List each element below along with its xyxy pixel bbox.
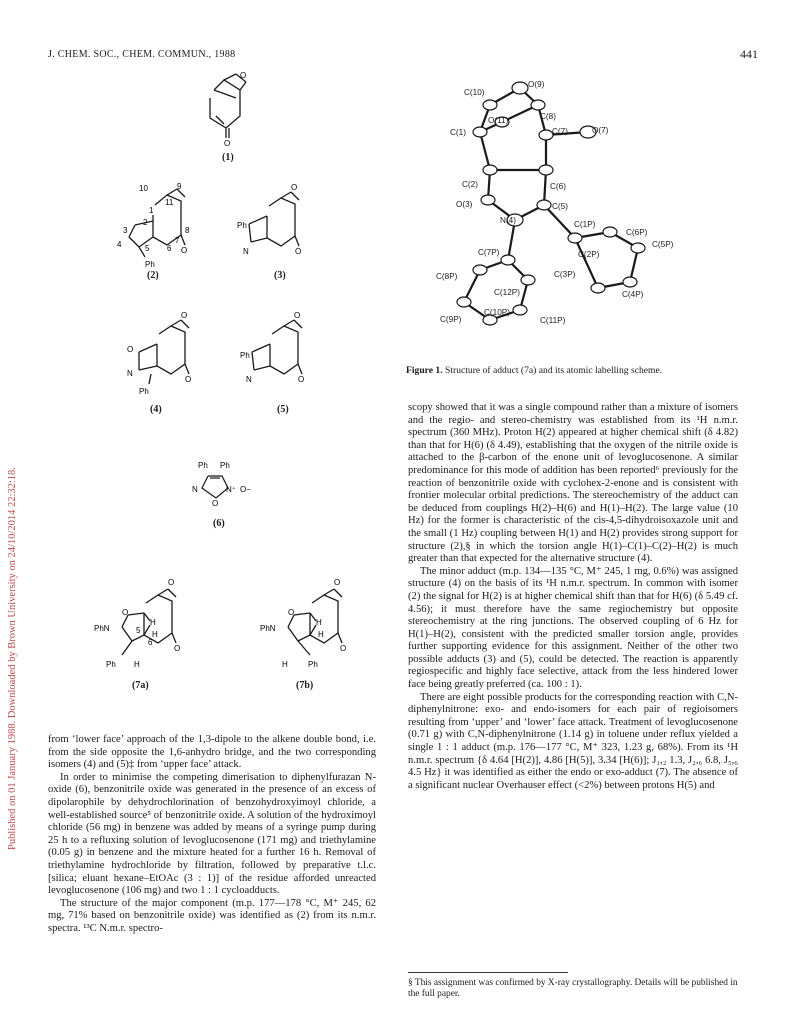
atom-o: O: [185, 375, 192, 384]
atom-label-c6p: C(6P): [626, 228, 648, 237]
right-column-text: [408, 402, 738, 792]
paragraph: The minor adduct (m.p. 134—135 °C, M⁺ 245, 1 mg, 0.6%) was assigned structure (4) on the basis of its ¹H n.m.r. spectrum. In common with isomer (2) the signal for H(2) is at higher chemical shift than that for H(6) (δ 5.49 cf. 4.56); it must therefore have the same regiochemistry but opposite stereochemistry at the ring junctions. The observed coupling of 6 Hz for H(1)–H(2), consistent with the predicted smaller torsion angle, provides further supporting evidence for this assignment. Neither of the other two possible adducts (3) and (5), could be detected. The reaction is apparently regiospecific and highly face selective, attack from the less hindered lower face being greatly preferred (ca. 100 : 1).: [408, 565, 738, 691]
atom-n-plus: N⁺: [226, 485, 236, 494]
crystal-structure-figure: [420, 60, 720, 365]
atom-h: H: [152, 630, 158, 639]
atom-n: N: [246, 375, 252, 384]
crystal-structure-drawing: [420, 60, 720, 360]
compound-label-2: (2): [147, 270, 159, 281]
atom-phn: PhN: [94, 624, 110, 633]
structure-3-drawing: [235, 183, 315, 270]
figure-caption: [406, 365, 662, 376]
atom-label-c7p: C(7P): [478, 248, 500, 257]
atom-number-4: 4: [117, 240, 122, 249]
atom-label-c1: C(1): [450, 128, 466, 137]
structure-5: [238, 311, 318, 403]
atom-ph: Ph: [198, 461, 208, 470]
structure-4: [115, 311, 205, 403]
atom-number-11: 11: [165, 198, 174, 207]
structure-1: [196, 68, 266, 153]
atom-label-c3p: C(3P): [554, 270, 576, 279]
structure-7b: [258, 578, 368, 680]
atom-o: O: [294, 311, 301, 320]
atom-label-c10p: C(10P): [484, 308, 510, 317]
journal-header: J. CHEM. SOC., CHEM. COMMUN., 1988: [48, 49, 236, 60]
atom-number-6: 6: [167, 244, 172, 253]
atom-h: H: [318, 630, 324, 639]
atom-number-8: 8: [185, 226, 190, 235]
paragraph: scopy showed that it was a single compound rather than a mixture of isomers and the regio- and stereo-chemistry was established from its ¹H n.m.r. spectrum (360 MHz). Proton H(2) appeared at higher chemical shift (δ 4.82) than that for H(6) (δ 4.49), establishing that the oxygen of the nitrile oxide is attached to the β-carbon of the enone unit of levoglucosenone. A similar predominance for this mode of addition has been reported⁶ previously for the reaction of benzonitrile oxide with cyclohex-2-enone and is consistent with frontier molecular orbital predictions. The stereochemistry of the adduct can be deduced from couplings H(2)–H(6) and H(1)–H(2). The large value (10 Hz) for the former is characteristic of the cis-4,5-dihydroisoxazole unit and the small (1 Hz) coupling between H(1) and H(2) provides strong support for structure (2),§ in which the torsion angle H(1)–C(1)–C(2)–H(2) is much greater than that expected for the alternative structure (4).: [408, 402, 738, 565]
figure-caption-label: Figure 1.: [406, 365, 443, 376]
atom-number-3: 3: [123, 226, 128, 235]
paragraph: In order to minimise the competing dimerisation to diphenylfurazan N-oxide (6), benzonitrile oxide was generated in the presence of an excess of dipolarophile by dehydrochlorination of benzohydroxyimoyl chloride, a well-established source⁵ of benzonitrile oxide. A solution of the hydroximoyl chloride (56 mg) in benzene was added by means of a syringe pump during 25 h to a refluxing solution of levoglucosenone (171 mg) and triethylamine (0.05 g) in benzene and the mixture heated for a further 16 h. Removal of triethylamine hydrochloride by filtration, followed by preparative t.l.c. [silica; eluant hexane–EtOAc (3 : 1)] of the residue afforded unreacted levoglucosenone (106 mg) and two 1 : 1 cycloadducts.: [48, 771, 376, 897]
atom-label-c5: C(5): [552, 202, 568, 211]
structure-6-drawing: [188, 458, 268, 508]
atom-h: H: [134, 660, 140, 669]
structure-7b-drawing: [258, 578, 368, 675]
atom-label-c12p: C(12P): [494, 288, 520, 297]
paragraph: The structure of the major component (m.p. 177—178 °C, M⁺ 245, 62 mg, 71% based on benzonitrile oxide) was identified as (2) from its n.m.r. spectra. ¹³C N.m.r. spectro-: [48, 897, 376, 934]
atom-label-c7: C(7): [552, 127, 568, 136]
atom-o: O: [174, 644, 181, 653]
compound-label-7b: (7b): [296, 680, 314, 691]
atom-h: H: [316, 618, 322, 627]
compound-label-5: (5): [277, 404, 289, 415]
atom-label-c11p: C(11P): [540, 316, 566, 325]
atom-number-10: 10: [139, 184, 148, 193]
atom-ph: Ph: [220, 461, 230, 470]
atom-label-o7: O(7): [592, 126, 609, 135]
atom-o: O: [295, 247, 302, 256]
compound-label-1: (1): [222, 152, 234, 163]
atom-ph: Ph: [139, 387, 149, 396]
atom-o: O: [291, 183, 298, 192]
structure-7a-drawing: [92, 578, 202, 675]
atom-label-n4: N(4): [500, 216, 516, 225]
atom-ph: Ph: [145, 260, 155, 269]
atom-ph: Ph: [106, 660, 116, 669]
atom-label-o9: O(9): [528, 80, 545, 89]
atom-ph: Ph: [237, 221, 247, 230]
atom-label-o11: O(11): [488, 116, 509, 125]
atom-h: H: [282, 660, 288, 669]
atom-label-c2p: C(2P): [578, 250, 600, 259]
structure-5-drawing: [238, 311, 318, 398]
atom-number-2: 2: [143, 218, 148, 227]
left-column-text: [48, 734, 376, 936]
download-notice-text: Published on 01 January 1988. Downloaded by Brown University on 24/10/2014 22:32:18.: [7, 467, 18, 850]
atom-phn: PhN: [260, 624, 276, 633]
atom-o: O: [334, 578, 341, 587]
compound-label-6: (6): [213, 518, 225, 529]
download-notice: [4, 160, 18, 860]
atom-label-c10: C(10): [464, 88, 485, 97]
paragraph: from ‘lower face’ approach of the 1,3-dipole to the alkene double bond, i.e. from the side opposite the 1,6-anhydro bridge, and the two corresponding isomers (4) and (5)‡ from ‘upper face’ attack.: [48, 734, 376, 771]
atom-o: O: [224, 139, 231, 148]
atom-o: O: [168, 578, 175, 587]
atom-ph: Ph: [240, 351, 250, 360]
atom-label-c1p: C(1P): [574, 220, 596, 229]
page-number: 441: [740, 47, 758, 61]
atom-h: H: [150, 618, 156, 627]
atom-number-5: 5: [136, 626, 141, 635]
atom-n: N: [127, 369, 133, 378]
footnote-divider: [408, 972, 568, 973]
atom-o: O: [181, 246, 188, 255]
atom-o: O: [240, 71, 247, 80]
structure-1-drawing: [196, 68, 266, 148]
atom-label-c8p: C(8P): [436, 272, 458, 281]
atom-o: O: [212, 499, 219, 508]
atom-label-c2: C(2): [462, 180, 478, 189]
atom-number-9: 9: [177, 182, 182, 191]
atom-number-7: 7: [175, 236, 180, 245]
structure-7a: [92, 578, 202, 680]
atom-o: O: [122, 608, 129, 617]
structure-2-drawing: [115, 182, 215, 275]
atom-o: O: [181, 311, 188, 320]
paragraph: There are eight possible products for the corresponding reaction with C,N-diphenylnitrone: exo- and endo-isomers for each pair of regioisomers resulting from ‘upper’ and ‘lower’ face attack. Treatment of levoglucosenone (0.71 g) with C,N-diphenylnitrone (1.14 g) in toluene under reflux yielded a single 1 : 1 adduct (m.p. 176—177 °C, M⁺ 323, 1.23 g, 68%). From its ¹H n.m.r. spectrum {δ 4.64 [H(2)], 4.86 [H(5)], 3.34 [H(6)]; J₁,₂ 1.3, J₂,₆ 6.8, J₅,₆ 4.5 Hz} it was identified as either the endo or exo-adduct (7). The absence of a significant nuclear Overhauser effect (<2%) between protons H(5) and: [408, 691, 738, 791]
atom-number-5: 5: [145, 244, 150, 253]
atom-n: N: [243, 247, 249, 256]
atom-n: N: [192, 485, 198, 494]
atom-o-minus: O−: [240, 485, 251, 494]
atom-ph: Ph: [308, 660, 318, 669]
atom-label-c8: C(8): [540, 112, 556, 121]
atom-o: O: [127, 345, 134, 354]
structure-2: [115, 182, 215, 280]
footnote: § This assignment was confirmed by X-ray crystallography. Details will be published in the full paper.: [408, 978, 738, 1000]
atom-label-c4p: C(4P): [622, 290, 644, 299]
compound-label-4: (4): [150, 404, 162, 415]
atom-label-o3: O(3): [456, 200, 473, 209]
atom-number-6: 6: [148, 638, 153, 647]
figure-caption-text: Structure of adduct (7a) and its atomic labelling scheme.: [442, 365, 663, 376]
atom-number-1: 1: [149, 206, 154, 215]
structure-6: [188, 458, 268, 513]
compound-label-3: (3): [274, 270, 286, 281]
atom-label-c6: C(6): [550, 182, 566, 191]
atom-o: O: [288, 608, 295, 617]
atom-o: O: [298, 375, 305, 384]
atom-label-c5p: C(5P): [652, 240, 674, 249]
atom-label-c9p: C(9P): [440, 315, 462, 324]
compound-label-7a: (7a): [132, 680, 149, 691]
atom-o: O: [340, 644, 347, 653]
structure-3: [235, 183, 315, 275]
structure-4-drawing: [115, 311, 205, 398]
